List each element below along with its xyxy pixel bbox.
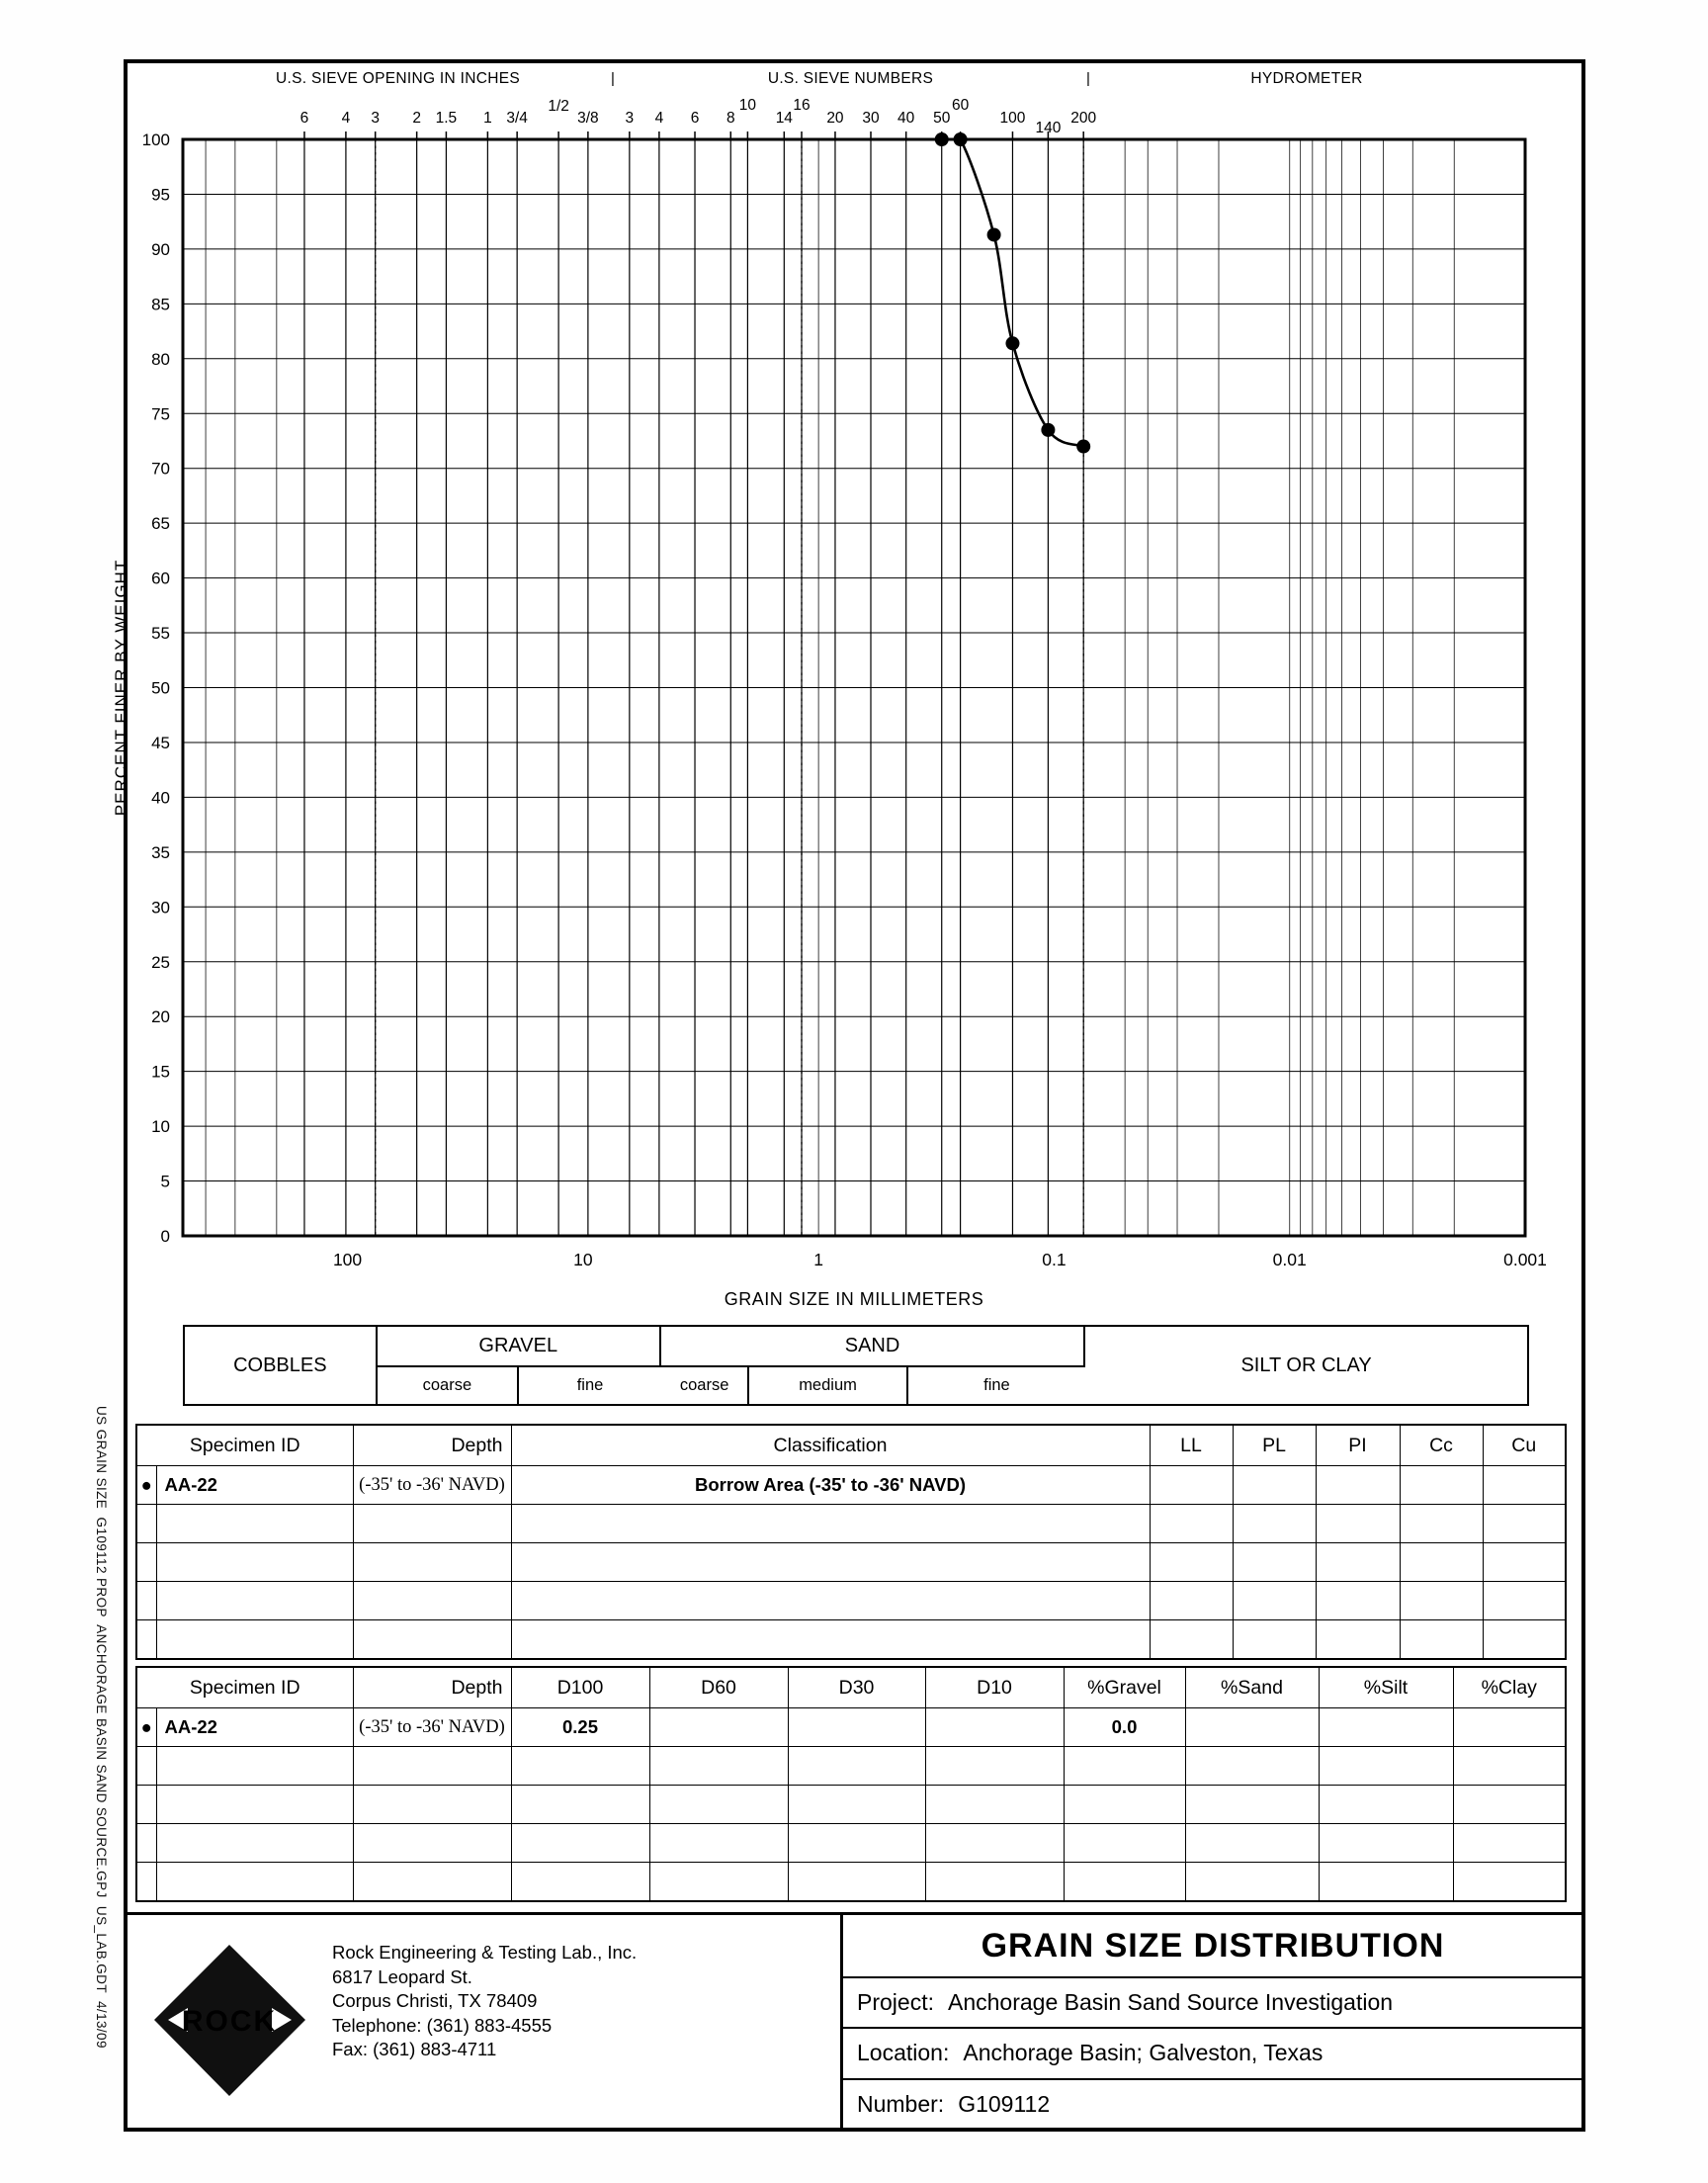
cell-d60: [649, 1824, 788, 1863]
project-field-row: [843, 2078, 1582, 2129]
svg-text:GRAIN SIZE IN MILLIMETERS: GRAIN SIZE IN MILLIMETERS: [724, 1289, 984, 1309]
classification-sand: SAND: [661, 1327, 1085, 1365]
column-header: D100: [511, 1667, 649, 1708]
column-header: Depth: [353, 1425, 511, 1466]
svg-text:20: 20: [151, 1007, 170, 1027]
svg-text:40: 40: [897, 110, 915, 127]
svg-text:4: 4: [341, 110, 351, 127]
cell-classification: [511, 1543, 1150, 1582]
svg-text:U.S. SIEVE OPENING IN INCHES: U.S. SIEVE OPENING IN INCHES: [276, 70, 520, 87]
cell-specimen: [156, 1543, 353, 1582]
cell-d100: [511, 1863, 649, 1902]
cell-symbol: [136, 1786, 156, 1824]
cell-depth: [353, 1786, 511, 1824]
column-header: Cc: [1400, 1425, 1483, 1466]
cell-d10: [925, 1747, 1064, 1786]
cell-pl: [1233, 1505, 1316, 1543]
svg-text:35: 35: [151, 842, 170, 862]
svg-text:3/4: 3/4: [506, 110, 528, 127]
table-header-row: [136, 1425, 1566, 1466]
cell-symbol: ●: [136, 1708, 156, 1747]
cell-pi: [1316, 1466, 1400, 1505]
svg-text:0.001: 0.001: [1503, 1250, 1547, 1269]
data-point: [1076, 440, 1090, 454]
cell-pl: [1233, 1582, 1316, 1620]
classification-sub-coarse: coarse: [661, 1365, 750, 1404]
svg-text:20: 20: [826, 110, 844, 127]
cell-cc: [1400, 1505, 1483, 1543]
cell-cc: [1400, 1543, 1483, 1582]
svg-text:|: |: [611, 70, 615, 87]
svg-text:30: 30: [151, 898, 170, 917]
column-header: D60: [649, 1667, 788, 1708]
svg-text:0.01: 0.01: [1272, 1250, 1307, 1269]
svg-text:70: 70: [151, 459, 170, 479]
cell-gravel: 0.0: [1064, 1708, 1185, 1747]
cell-cu: [1483, 1543, 1566, 1582]
cell-ll: [1150, 1582, 1233, 1620]
field-label: Project:: [857, 1989, 934, 2016]
cell-ll: [1150, 1466, 1233, 1505]
svg-text:140: 140: [1035, 120, 1062, 136]
cell-depth: (-35' to -36' NAVD): [353, 1708, 511, 1747]
data-point: [1005, 336, 1019, 350]
company-line: Corpus Christi, TX 78409: [332, 1990, 538, 2011]
company-line: 6817 Leopard St.: [332, 1965, 472, 1987]
cell-d60: [649, 1786, 788, 1824]
cell-specimen: [156, 1505, 353, 1543]
cell-pi: [1316, 1505, 1400, 1543]
svg-text:90: 90: [151, 239, 170, 259]
cell-specimen: AA-22: [156, 1466, 353, 1505]
cell-gravel: [1064, 1786, 1185, 1824]
project-block: [840, 1915, 1582, 2129]
table-row: [136, 1466, 1566, 1505]
company-line: Fax: (361) 883-4711: [332, 2039, 497, 2059]
cell-d10: [925, 1863, 1064, 1902]
column-header: LL: [1150, 1425, 1233, 1466]
column-header: D30: [788, 1667, 925, 1708]
svg-text:30: 30: [862, 110, 880, 127]
table-row: [136, 1620, 1566, 1660]
cell-specimen: [156, 1863, 353, 1902]
svg-text:16: 16: [793, 97, 811, 114]
column-header: %Sand: [1185, 1667, 1319, 1708]
cell-specimen: [156, 1582, 353, 1620]
cell-d30: [788, 1747, 925, 1786]
cell-ll: [1150, 1543, 1233, 1582]
cell-clay: [1453, 1863, 1566, 1902]
cell-symbol: [136, 1582, 156, 1620]
cell-symbol: [136, 1747, 156, 1786]
column-header: PI: [1316, 1425, 1400, 1466]
svg-text:PERCENT FINER BY WEIGHT: PERCENT FINER BY WEIGHT: [112, 559, 130, 817]
svg-text:75: 75: [151, 404, 170, 424]
cell-classification: Borrow Area (-35' to -36' NAVD): [511, 1466, 1150, 1505]
column-header: Specimen ID: [136, 1425, 353, 1466]
svg-text:50: 50: [933, 110, 951, 127]
table-row: [136, 1863, 1566, 1902]
svg-text:6: 6: [299, 110, 309, 127]
cell-symbol: [136, 1824, 156, 1863]
rock-logo: [148, 1939, 311, 2102]
cell-depth: [353, 1824, 511, 1863]
cell-cc: [1400, 1466, 1483, 1505]
cell-ll: [1150, 1620, 1233, 1660]
cell-pl: [1233, 1543, 1316, 1582]
cell-depth: [353, 1620, 511, 1660]
column-header: Specimen ID: [136, 1667, 353, 1708]
svg-text:10: 10: [573, 1250, 593, 1269]
field-value: Anchorage Basin Sand Source Investigation: [947, 1989, 1394, 2016]
cell-d100: 0.25: [511, 1708, 649, 1747]
cell-silt: [1319, 1747, 1453, 1786]
cell-cc: [1400, 1620, 1483, 1660]
cell-cu: [1483, 1505, 1566, 1543]
classification-cobbles: COBBLES: [185, 1327, 378, 1404]
cell-ll: [1150, 1505, 1233, 1543]
cell-symbol: [136, 1620, 156, 1660]
svg-text:14: 14: [775, 110, 793, 127]
company-block: [127, 1915, 840, 2129]
cell-classification: [511, 1620, 1150, 1660]
svg-text:1: 1: [813, 1250, 824, 1269]
cell-pi: [1316, 1620, 1400, 1660]
svg-text:1: 1: [483, 110, 492, 127]
cell-silt: [1319, 1708, 1453, 1747]
classification-sub-fine: fine: [519, 1365, 661, 1404]
cell-clay: [1453, 1708, 1566, 1747]
cell-gravel: [1064, 1824, 1185, 1863]
cell-symbol: [136, 1863, 156, 1902]
cell-specimen: [156, 1747, 353, 1786]
cell-cu: [1483, 1466, 1566, 1505]
cell-d30: [788, 1786, 925, 1824]
cell-sand: [1185, 1708, 1319, 1747]
data-point: [954, 132, 968, 146]
svg-text:10: 10: [151, 1117, 170, 1137]
cell-d30: [788, 1708, 925, 1747]
svg-text:25: 25: [151, 952, 170, 972]
cell-gravel: [1064, 1863, 1185, 1902]
column-header: Depth: [353, 1667, 511, 1708]
svg-text:6: 6: [690, 110, 700, 127]
title-block: [124, 1912, 1585, 2132]
project-field-row: [843, 1978, 1582, 2027]
svg-text:50: 50: [151, 678, 170, 698]
project-field-row: [843, 2027, 1582, 2077]
cell-depth: [353, 1863, 511, 1902]
cell-specimen: [156, 1620, 353, 1660]
svg-text:4: 4: [654, 110, 664, 127]
svg-text:10: 10: [738, 97, 757, 114]
svg-text:1/2: 1/2: [548, 98, 569, 115]
classification-sub-fine: fine: [908, 1365, 1086, 1404]
svg-text:45: 45: [151, 733, 170, 752]
svg-text:3: 3: [625, 110, 635, 127]
cell-pl: [1233, 1620, 1316, 1660]
cell-specimen: [156, 1786, 353, 1824]
table-row: [136, 1582, 1566, 1620]
svg-text:5: 5: [160, 1172, 170, 1191]
column-header: %Silt: [1319, 1667, 1453, 1708]
column-header: %Clay: [1453, 1667, 1566, 1708]
cell-depth: [353, 1747, 511, 1786]
cell-cu: [1483, 1582, 1566, 1620]
cell-clay: [1453, 1747, 1566, 1786]
column-header: PL: [1233, 1425, 1316, 1466]
field-label: Location:: [857, 2040, 950, 2066]
specimen-classification-table: [135, 1424, 1567, 1660]
cell-d10: [925, 1786, 1064, 1824]
svg-text:0.1: 0.1: [1042, 1250, 1067, 1269]
svg-text:3: 3: [371, 110, 380, 127]
cell-silt: [1319, 1786, 1453, 1824]
svg-text:8: 8: [726, 110, 735, 127]
svg-text:100: 100: [332, 1250, 363, 1269]
cell-symbol: ●: [136, 1466, 156, 1505]
cell-d10: [925, 1824, 1064, 1863]
company-address: [332, 1941, 637, 2062]
column-header: Classification: [511, 1425, 1150, 1466]
cell-d100: [511, 1747, 649, 1786]
cell-d60: [649, 1708, 788, 1747]
project-fields: [843, 1978, 1582, 2129]
cell-classification: [511, 1582, 1150, 1620]
cell-d60: [649, 1747, 788, 1786]
svg-text:95: 95: [151, 185, 170, 205]
logo-text: ROCK: [181, 2005, 278, 2038]
svg-text:200: 200: [1070, 110, 1097, 127]
field-value: G109112: [958, 2090, 1051, 2117]
cell-sand: [1185, 1747, 1319, 1786]
data-point: [987, 227, 1001, 241]
table-row: [136, 1824, 1566, 1863]
cell-sand: [1185, 1786, 1319, 1824]
cell-depth: [353, 1505, 511, 1543]
cell-depth: [353, 1543, 511, 1582]
cell-d100: [511, 1786, 649, 1824]
classification-sub-coarse: coarse: [378, 1365, 519, 1404]
svg-text:0: 0: [160, 1227, 170, 1246]
table-row: [136, 1708, 1566, 1747]
field-value: Anchorage Basin; Galveston, Texas: [963, 2040, 1324, 2066]
classification-gravel: GRAVEL: [378, 1327, 661, 1365]
cell-cu: [1483, 1620, 1566, 1660]
cell-symbol: [136, 1543, 156, 1582]
column-header: D10: [925, 1667, 1064, 1708]
file-reference-note: US GRAIN SIZE G109112 PROP ANCHORAGE BASIN SAND SOURCE.GPJ US_LAB.GDT 4/13/09: [94, 1406, 109, 2049]
svg-text:15: 15: [151, 1062, 170, 1082]
svg-text:40: 40: [151, 788, 170, 808]
classification-silt-or-clay: SILT OR CLAY: [1240, 1353, 1372, 1376]
cell-pi: [1316, 1543, 1400, 1582]
report-title: GRAIN SIZE DISTRIBUTION: [843, 1915, 1582, 1978]
column-header: Cu: [1483, 1425, 1566, 1466]
cell-d30: [788, 1863, 925, 1902]
cell-d60: [649, 1863, 788, 1902]
table-row: [136, 1505, 1566, 1543]
svg-text:100: 100: [999, 110, 1026, 127]
cell-depth: (-35' to -36' NAVD): [353, 1466, 511, 1505]
svg-text:2: 2: [412, 110, 421, 127]
cell-silt: [1319, 1863, 1453, 1902]
cell-d10: [925, 1708, 1064, 1747]
svg-text:85: 85: [151, 295, 170, 314]
field-label: Number:: [857, 2090, 945, 2117]
cell-sand: [1185, 1824, 1319, 1863]
company-line: Rock Engineering & Testing Lab., Inc.: [332, 1942, 638, 1963]
table-row: [136, 1543, 1566, 1582]
cell-gravel: [1064, 1747, 1185, 1786]
cell-sand: [1185, 1863, 1319, 1902]
cell-specimen: [156, 1824, 353, 1863]
cell-specimen: AA-22: [156, 1708, 353, 1747]
data-point: [935, 132, 949, 146]
classification-sub-medium: medium: [749, 1365, 907, 1404]
svg-text:|: |: [1086, 70, 1090, 87]
svg-text:60: 60: [951, 97, 970, 114]
cell-clay: [1453, 1824, 1566, 1863]
table-header-row: [136, 1667, 1566, 1708]
cell-symbol: [136, 1505, 156, 1543]
svg-text:U.S. SIEVE NUMBERS: U.S. SIEVE NUMBERS: [767, 70, 934, 87]
svg-text:1.5: 1.5: [435, 110, 458, 127]
svg-text:HYDROMETER: HYDROMETER: [1250, 70, 1363, 87]
cell-silt: [1319, 1824, 1453, 1863]
svg-text:100: 100: [141, 131, 170, 149]
cell-classification: [511, 1505, 1150, 1543]
svg-text:60: 60: [151, 568, 170, 588]
svg-text:55: 55: [151, 624, 170, 644]
company-line: Telephone: (361) 883-4555: [332, 2014, 553, 2036]
cell-pi: [1316, 1582, 1400, 1620]
data-point: [1041, 423, 1055, 437]
svg-text:3/8: 3/8: [577, 110, 599, 127]
cell-d30: [788, 1824, 925, 1863]
table-row: [136, 1786, 1566, 1824]
cell-cc: [1400, 1582, 1483, 1620]
cell-d100: [511, 1824, 649, 1863]
grain-size-summary-table: [135, 1666, 1567, 1902]
cell-pl: [1233, 1466, 1316, 1505]
column-header: %Gravel: [1064, 1667, 1185, 1708]
classification-bar: [183, 1325, 1529, 1406]
svg-text:80: 80: [151, 349, 170, 369]
cell-depth: [353, 1582, 511, 1620]
cell-clay: [1453, 1786, 1566, 1824]
svg-text:65: 65: [151, 514, 170, 534]
table-row: [136, 1747, 1566, 1786]
